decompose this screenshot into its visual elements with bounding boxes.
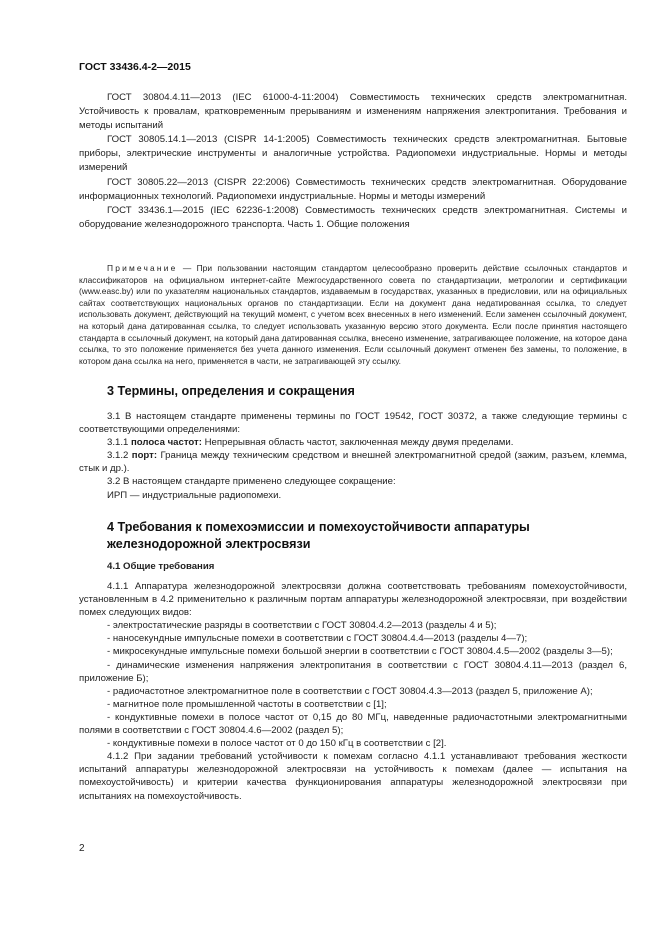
list-item: - кондуктивные помехи в полосе частот от 0 до 150 кГц в соответствии с [2]. (107, 738, 447, 750)
section-4 (79, 519, 627, 553)
clause-4-1-1: 4.1.1 Аппаратура железнодорожной электросвязи должна соответствовать требованиям помехоустойчивости, установленным в 4.2 применительно к различным портам аппаратуры железнодорожной электросвязи, при воздействии помех следующих видов: (79, 581, 627, 619)
standard-code-header: ГОСТ 33436.4-2—2015 (79, 61, 191, 73)
term-name: порт: (131, 450, 158, 462)
note-block (79, 263, 627, 367)
term-name: полоса частот: (131, 437, 202, 449)
section-4-body (79, 580, 627, 803)
term-number: 3.1.2 (107, 450, 132, 462)
abbreviation: ИРП — индустриальные радиопомехи. (107, 489, 282, 501)
list-item: - микросекундные импульсные помехи большой энергии в соответствии с ГОСТ 30804.4.5—2002 (разделы 3—5); (107, 646, 613, 658)
reference-item: ГОСТ 30805.22—2013 (CISPR 22:2006) Совместимость технических средств электромагнитная. Оборудование информационных технологий. Радиопомехи индустриальные. Нормы и методы измерений (79, 176, 627, 202)
term-definition: Граница между техническим средством и внешней электромагнитной средой (зажим, разъем, клемма, стык и др.). (79, 450, 627, 475)
note-text (79, 263, 627, 367)
reference-item: ГОСТ 30804.4.11—2013 (IEC 61000-4-11:2004) Совместимость технических средств электромагнитная. Устойчивость к провалам, кратковременным прерываниям и изменениям напряжения электропитания. Требования и методы испытаний (79, 92, 627, 132)
subsection-4-1-heading: 4.1 Общие требования (107, 561, 215, 572)
note-label: Примечание (107, 263, 178, 273)
subsection-4-1 (79, 560, 627, 574)
section-4-heading: 4 Требования к помехоэмиссии и помехоустойчивости аппаратуры железнодорожной электросвязи (107, 520, 530, 551)
clause-3-2: 3.2 В настоящем стандарте применено следующее сокращение: (107, 476, 396, 488)
section-3 (79, 383, 627, 400)
list-item: - радиочастотное электромагнитное поле в соответствии с ГОСТ 30804.4.3—2013 (раздел 5, приложение А); (107, 685, 593, 697)
term-3-1-2 (79, 449, 627, 475)
term-number: 3.1.1 (107, 437, 132, 449)
section-3-body (79, 410, 627, 502)
list-item: - магнитное поле промышленной частоты в соответствии с [1]; (107, 698, 387, 710)
list-item: - кондуктивные помехи в полосе частот от 0,15 до 80 МГц, наведенные радиочастотными электромагнитными полями в соответствии с ГОСТ 30804.4.6—2002 (раздел 5); (79, 711, 627, 737)
term-3-1-1 (79, 436, 627, 449)
page-number: 2 (79, 843, 85, 854)
reference-item: ГОСТ 33436.1—2015 (IEC 62236-1:2008) Совместимость технических средств электромагнитная. Системы и оборудование железнодорожного транспорта. Часть 1. Общие положения (79, 204, 627, 230)
list-item: - наносекундные импульсные помехи в соответствии с ГОСТ 30804.4.4—2013 (разделы 4—7); (107, 633, 528, 645)
clause-3-1: 3.1 В настоящем стандарте применены термины по ГОСТ 19542, ГОСТ 30372, а также следующие термины с соответствующими определениями: (79, 411, 627, 436)
clause-4-1-2: 4.1.2 При задании требований устойчивости к помехам согласно 4.1.1 устанавливают требования жесткости испытаний аппаратуры железнодорожной электросвязи на устойчивость к помехам (далее — испытания на помехоустойчивость) и критерии качества функционирования аппаратуры железнодорожной электросвязи при испытаниях на помехоустойчивость. (79, 751, 627, 802)
reference-item: ГОСТ 30805.14.1—2013 (CISPR 14-1:2005) Совместимость технических средств электромагнитная. Бытовые приборы, электрические инструменты и аналогичные устройства. Радиопомехи индустриальные. Нормы и методы измерений (79, 134, 627, 174)
list-item: - электростатические разряды в соответствии с ГОСТ 30804.4.2—2013 (разделы 4 и 5); (107, 620, 497, 632)
normative-references (79, 91, 627, 232)
term-definition: Непрерывная область частот, заключенная между двумя пределами. (201, 437, 514, 449)
note-body: — При пользовании настоящим стандартом целесообразно проверить действие ссылочных стандартов и классификаторов на официальном интернет-сайте Межгосударственного совета по стандартизации, метрологии и сертификации (www.easc.by) или по указателям национальных стандартов, издаваемым в государствах, указанных в предисловии, или на официальных сайтах соответствующих национальных органов по стандартизации. Если на документ дана недатированная ссылка, то следует использовать документ, действующий на текущий момент, с учетом всех внесенных в него изменений. Если заменен ссылочный документ, на который дана датированная ссылка, то следует использовать указанную версию этого документа. Если после принятия настоящего стандарта в ссылочный документ, на который дана датированная ссылка, внесено изменение, затрагивающее положение, на которое дана ссылка, то это положение применяется без учета данного изменения. Если ссылочный документ отменен без замены, то положение, в котором дана ссылка на него, применяется в части, не затрагивающей эту ссылку. (79, 263, 627, 366)
list-item: - динамические изменения напряжения электропитания в соответствии с ГОСТ 30804.4.11—2013 (раздел 6, приложение Б); (79, 659, 627, 684)
section-3-heading: 3 Термины, определения и сокращения (107, 384, 355, 398)
